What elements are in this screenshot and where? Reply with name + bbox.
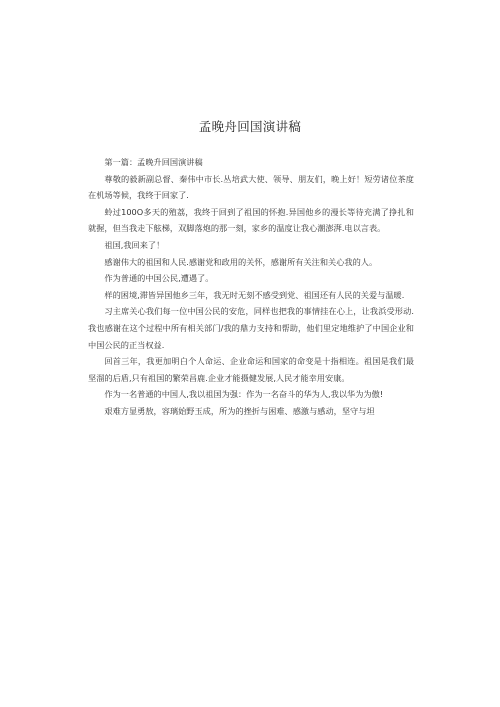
paragraph: 蛉过100O多天的殖荔，我终于回到了祖国的怀抱.异国他乡的漫长等待充满了挣扎和就握，但当我走下舷梯，双脚落炮的那一刻，家乡的温度让我心潮澎湃.电以言表。 (88, 206, 414, 234)
paragraph: 祖国,我回来了！ (104, 239, 165, 250)
document-title: 孟晚舟回国演讲稿 (198, 119, 302, 134)
paragraph: 作为一名普通的中国人,我以祖国为强：作为一名奋斗的华为人,我以华为为傲! (104, 389, 384, 400)
paragraph: 样的困境,滞皆异国他乡三年，我无时无刻不感受到党、祖国还有人民的关爱与温暖. (104, 289, 405, 300)
paragraph: 习主席关心我们每一位中国公民的安危，同样也把我的事情挂在心上，让我浜受形动.我也感谢在这个过程中所有相关部门/我的鼎力支持和帮助，他们里定地维护了中国企业和中国公民的正当权益. (88, 306, 414, 350)
paragraph: 尊敬的毅新副总督、秦伟中市长.丛培武大使、领导、朋友们，晚上好！短劳诸位茶度在机场等候，我终于回家了. (88, 173, 414, 201)
paragraph: 感谢伟大的祖国和人民.感谢党和政用的关怀，感谢所有关注和关心我的人。 (104, 256, 378, 267)
paragraph: 回首三年，我更加明白个人命运、企业命运和国家的命变是十指相连。祖国是我们最坚溜的后盾,只有祖国的繁荣昌鹿.企业才能摄健发展,人民才能幸用安康。 (88, 356, 414, 383)
document-body (88, 154, 414, 420)
paragraph: 艰难方显勇敖，容璃始野玉成，所为的挫折与困难、感激与感动，坚守与坦 (104, 405, 375, 416)
paragraph: 作为普通的中国公民,遭遇了。 (104, 273, 214, 284)
paragraph: 第一篇：孟晚升回国演讲稿 (104, 157, 203, 167)
